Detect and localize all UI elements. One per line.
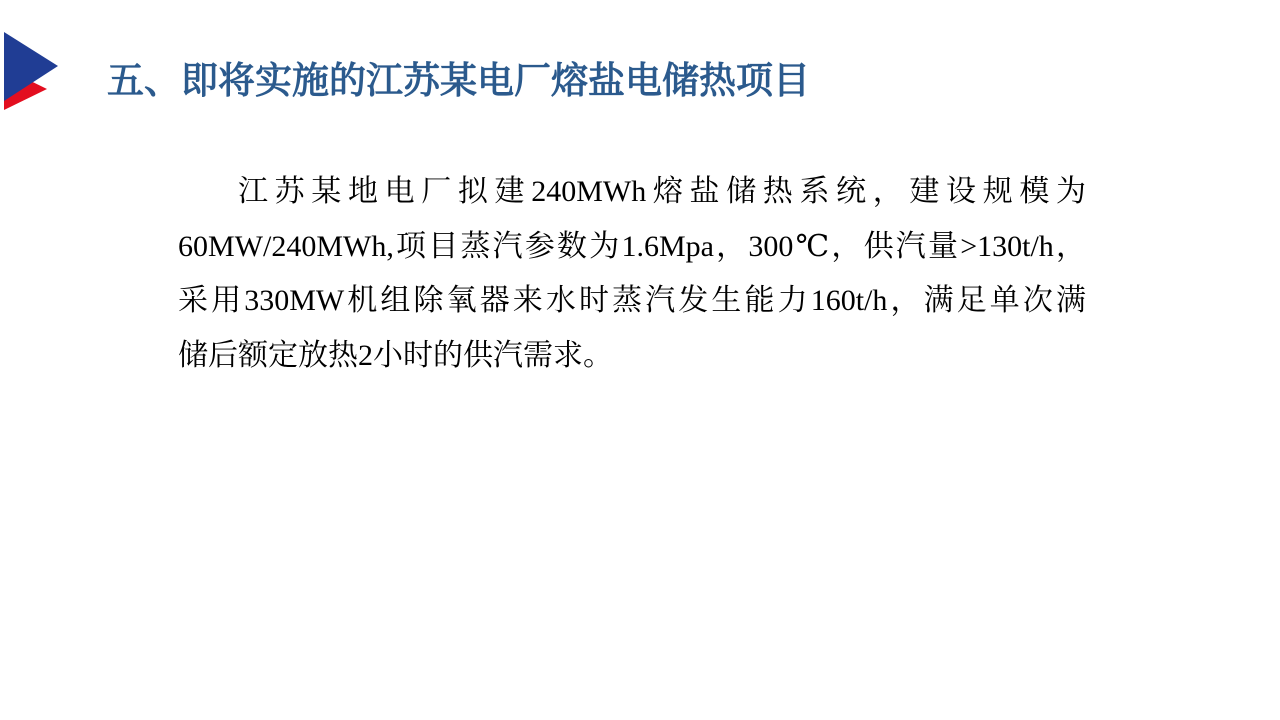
slide-title: 五、即将实施的江苏某电厂熔盐电储热项目	[107, 61, 810, 102]
body-line-2: 60MW/240MWh,项目蒸汽参数为1.6Mpa，300℃，供汽量>130t/h，	[178, 229, 1086, 263]
body-line-3: 采用330MW机组除氧器来水时蒸汽发生能力160t/h，满足单次满	[178, 284, 1086, 317]
corner-accent-shape	[0, 0, 70, 120]
body-line-1: 江苏某地电厂拟建240MWh熔盐储热系统，建设规模为	[238, 175, 1086, 208]
body-line-4: 储后额定放热2小时的供汽需求。	[178, 338, 613, 372]
body-paragraph	[178, 165, 1086, 383]
